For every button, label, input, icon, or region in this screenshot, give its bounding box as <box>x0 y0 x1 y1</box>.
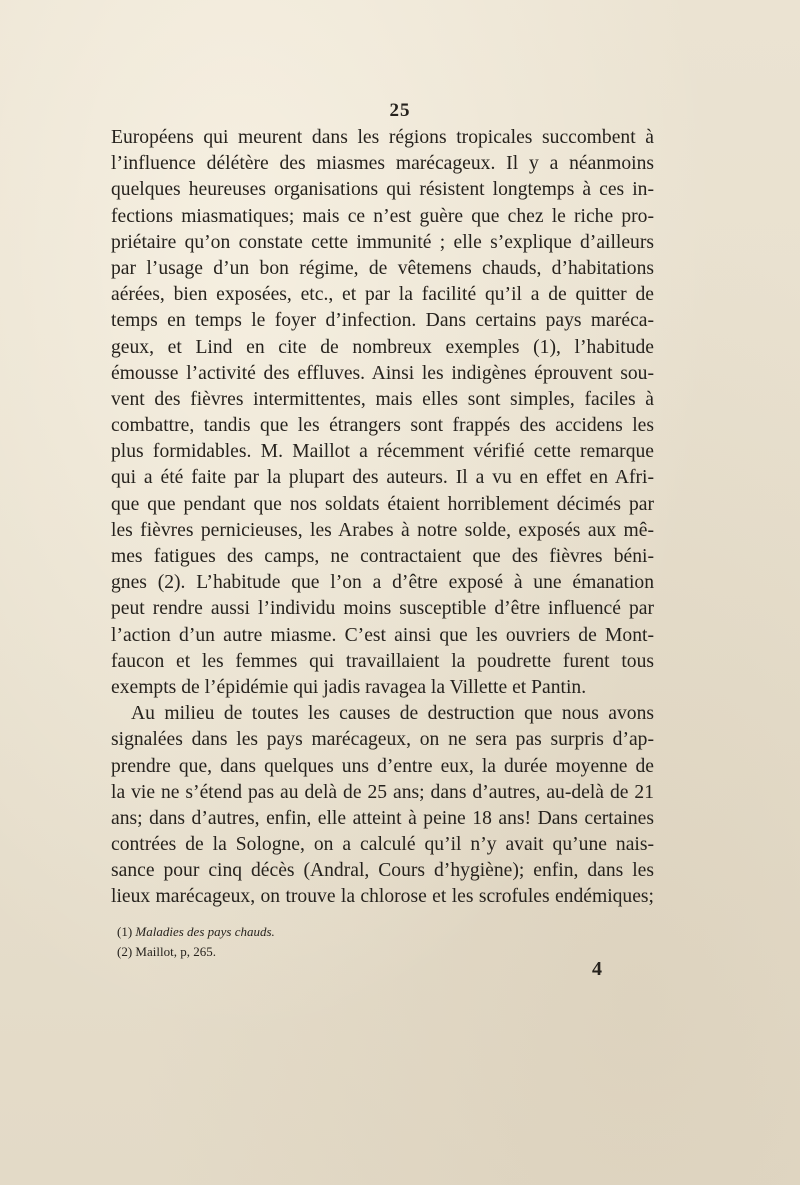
text-line: peut rendre aussi l’individu moins susceptible d’être influencé par <box>111 598 654 620</box>
text-line: quelques heureuses organisations qui résistent longtemps à ces in- <box>111 179 654 201</box>
text-line: temps en temps le foyer d’infection. Dans certains pays maréca- <box>111 310 654 332</box>
text-line: que que pendant que nos soldats étaient horriblement décimés par <box>111 493 654 515</box>
paragraph-1 <box>111 125 654 701</box>
text-line: mes fatigues des camps, ne contractaient que des fièvres béni- <box>111 546 654 567</box>
text-line: qui a été faite par la plupart des auteurs. Il a vu en effet en Afri- <box>111 467 654 489</box>
text-line: plus formidables. M. Maillot a récemment vérifié cette remarque <box>111 441 654 463</box>
text-line: Européens qui meurent dans les régions tropicales succombent à <box>111 127 654 148</box>
footnote-text: Maillot, p, 265. <box>135 944 216 959</box>
body-text <box>111 125 654 911</box>
page-number: 25 <box>389 100 411 121</box>
paragraph-2 <box>111 701 654 911</box>
text-line: gnes (2). L’habitude que l’on a d’être exposé à une émanation <box>111 572 654 594</box>
text-line: Au milieu de toutes les causes de destruction que nous avons <box>131 703 654 725</box>
footnote-marker: (2) <box>117 944 133 959</box>
footnotes <box>117 922 517 962</box>
text-line: l’influence délétère des miasmes marécageux. Il y a néanmoins <box>111 153 654 175</box>
text-line: fections miasmatiques; mais ce n’est guère que chez le riche pro- <box>111 205 654 227</box>
text-line: par l’usage d’un bon régime, de vêtemens chauds, d’habitations <box>111 257 654 279</box>
text-line: lieux marécageux, on trouve la chlorose et les scrofules endémiques; <box>111 886 654 908</box>
footnote-1 <box>117 922 517 942</box>
text-line: émousse l’activité des effluves. Ainsi les indigènes éprouvent sou- <box>111 362 654 384</box>
text-line: combattre, tandis que les étrangers sont frappés des accidens les <box>111 415 654 437</box>
text-line: sance pour cinq décès (Andral, Cours d’hygiène); enfin, dans les <box>111 860 654 882</box>
text-line: contrées de la Sologne, on a calculé qu’il n’y avait qu’une nais- <box>111 834 654 856</box>
footnote-2 <box>117 942 517 962</box>
text-line: faucon et les femmes qui travaillaient la poudrette furent tous <box>111 650 654 672</box>
text-line: l’action d’un autre miasme. C’est ainsi que les ouvriers de Mont- <box>111 624 654 646</box>
text-line: prendre que, dans quelques uns d’entre eux, la durée moyenne de <box>111 755 654 777</box>
text-line: signalées dans les pays marécageux, on ne sera pas surpris d’ap- <box>111 729 654 751</box>
text-line: priétaire qu’on constate cette immunité ; elle s’explique d’ailleurs <box>111 231 654 253</box>
footnote-marker: (1) <box>117 924 133 939</box>
text-line: vent des fièvres intermittentes, mais elles sont simples, faciles à <box>111 388 654 410</box>
footnote-text: Maladies des pays chauds. <box>135 924 275 939</box>
text-line: les fièvres pernicieuses, les Arabes à notre solde, exposés aux mê- <box>111 519 654 541</box>
text-line: aérées, bien exposées, etc., et par la facilité qu’il a de quitter de <box>111 284 654 306</box>
text-line: geux, et Lind en cite de nombreux exemples (1), l’habitude <box>111 336 654 358</box>
text-line: la vie ne s’étend pas au delà de 25 ans; dans d’autres, au-delà de 21 <box>111 781 654 803</box>
signature-mark: 4 <box>592 958 602 980</box>
text-line: exempts de l’épidémie qui jadis ravagea la Villette et Pantin. <box>111 676 587 698</box>
text-line: ans; dans d’autres, enfin, elle atteint à peine 18 ans! Dans certaines <box>111 807 654 829</box>
